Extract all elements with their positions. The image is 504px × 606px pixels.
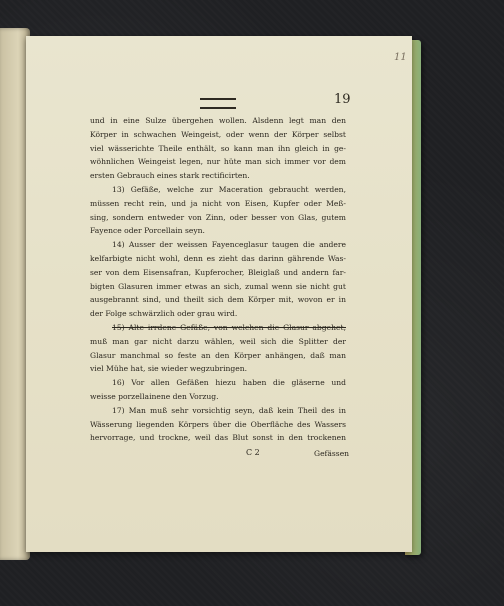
text-line: der Folge schwärzlich oder grau wird.: [90, 309, 238, 319]
text-line: Körper in schwachen Weingeist, oder wenn der Körper selbst: [90, 129, 346, 139]
text-line: ersten Gebrauch eines stark rectificirten.: [90, 171, 250, 181]
folio-note: 11: [394, 52, 407, 63]
text-line: Glasur manchmal so feste an den Körper anhängen, daß man: [90, 350, 346, 360]
text-line: hervorrage, und trockne, weil das Blut sonst in den trockenen: [90, 433, 346, 443]
text-line: weisse porzellainene den Vorzug.: [90, 391, 219, 401]
text-line: 13) Gefäße, welche zur Maceration gebraucht werden,: [112, 184, 346, 194]
text-block: [90, 114, 346, 445]
text-line: müssen recht rein, und ja nicht von Eisen, Kupfer oder Meß-: [90, 198, 346, 208]
text-line: muß man gar nicht darzu wählen, weil sich die Splitter der: [90, 336, 346, 346]
header-ornament: [200, 98, 236, 109]
text-line: sing, sondern entweder von Zinn, oder besser von Glas, gutem: [90, 212, 346, 222]
text-line: ser von dem Eisensafran, Kupferocher, Bleiglaß und andern far-: [90, 267, 346, 277]
text-line: kelfarbigte nicht wohl, denn es zieht das darinn gährende Was-: [90, 253, 346, 263]
text-line: viel Mühe hat, sie wieder wegzubringen.: [90, 364, 248, 374]
text-line: ausgebrannt sind, und theilt sich dem Körper mit, wovon er in: [90, 295, 346, 305]
text-line: 14) Ausser der weissen Fayenceglasur taugen die andere: [112, 240, 346, 250]
text-line: und in eine Sulze übergehen wollen. Alsdenn legt man den: [90, 116, 346, 125]
catchword: Gefässen: [314, 449, 350, 458]
text-line: Wässerung liegenden Körpers über die Oberfläche des Wassers: [90, 419, 346, 429]
page-number: 19: [334, 92, 351, 107]
text-line: wöhnlichen Weingeist legen, nur hüte man sich immer vor dem: [90, 157, 346, 167]
text-line: 15) Alte irrdene Gefäße, von welchen die Glasur abgehet,: [112, 322, 346, 332]
text-line: 17) Man muß sehr vorsichtig seyn, daß kein Theil des in: [112, 405, 346, 415]
text-line: 16) Vor allen Gefäßen hiezu haben die gläserne und: [112, 378, 346, 388]
text-line: Fayence oder Porcellain seyn.: [90, 226, 205, 236]
signature-mark: C 2: [246, 448, 260, 457]
text-line: bigten Glasuren immer etwas an sich, zumal wenn sie nicht gut: [90, 281, 346, 291]
text-line: viel wässerichte Theile enthält, so kann man ihn gleich in ge-: [90, 143, 346, 153]
